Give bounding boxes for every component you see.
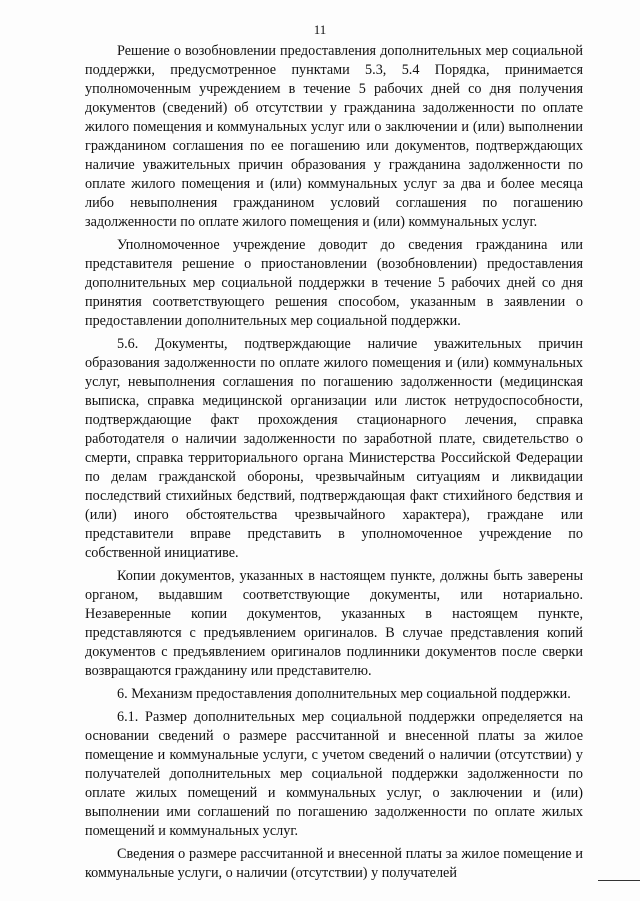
scan-artifact-line bbox=[598, 880, 640, 881]
section-heading-6: 6. Механизм предоставления дополнительных мер социальной поддержки. bbox=[117, 686, 571, 702]
paragraph-5-6-documents: 5.6. Документы, подтверждающие наличие уважительных причин образования задолженности по оплате жилого помещения и (или) коммунальных услуг, невыполнения соглашения по погашению задолженности (медицинская выписка, справка медицинской организации или листок нетрудоспособности, подтверждающие факт прохождения стационарного лечения, справка работодателя о наличии задолженности по заработной плате, свидетельство о смерти, справка территориального органа Министерства Российской Федерации по делам гражданской обороны, чрезвычайным ситуациям и ликвидации последствий стихийных бедствий, подтверждающая факт стихийного бедствия и (или) иного обстоятельства чрезвычайного характера), граждане или представители вправе представить в уполномоченное учреждение по собственной инициативе. bbox=[85, 336, 583, 561]
paragraph-copies: Копии документов, указанных в настоящем пункте, должны быть заверены органом, выдавшим соответствующие документы, или нотариально. Незаверенные копии документов, указанных в настоящем пункте, представляются с предъявлением оригиналов. В случае представления копий документов с предъявлением оригиналов подлинники документов после сверки возвращаются гражданину или представителю. bbox=[85, 568, 583, 679]
paragraph-information: Сведения о размере рассчитанной и внесенной платы за жилое помещение и коммунальные услуги, о наличии (отсутствии) у получателей bbox=[85, 846, 583, 881]
page-number: 11 bbox=[313, 22, 327, 37]
paragraph-notification: Уполномоченное учреждение доводит до сведения гражданина или представителя решение о приостановлении (возобновлении) предоставления дополнительных мер социальной поддержки в течение 5 рабочих дней со дня принятия соответствующего решения способом, указанным в заявлении о предоставлении дополнительных мер социальной поддержки. bbox=[85, 237, 583, 329]
paragraph-resumption-decision: Решение о возобновлении предоставления дополнительных мер социальной поддержки, предусмотренное пунктами 5.3, 5.4 Порядка, принимается уполномоченным учреждением в течение 5 рабочих дней со дня получения документов (сведений) об отсутствии у гражданина задолженности по оплате жилого помещения и коммунальных услуг или о заключении и (или) выполнении гражданином соглашения по ее погашению или документов, подтверждающих наличие уважительных причин образования у гражданина задолженности по оплате жилого помещения и (или) коммунальных услуг за два и более месяца либо невыполнения гражданином условий соглашения по погашению задолженности по оплате жилого помещения и (или) коммунальных услуг. bbox=[85, 43, 583, 230]
document-body bbox=[85, 42, 583, 887]
paragraph-6-1-amount: 6.1. Размер дополнительных мер социальной поддержки определяется на основании сведений о размере рассчитанной и внесенной платы за жилое помещение и коммунальные услуги, с учетом сведений о наличии (отсутствии) у получателей дополнительных мер социальной поддержки задолженности по оплате жилых помещений и коммунальных услуг, о заключении и (или) выполнении ими соглашений по погашению задолженности по оплате жилых помещений и коммунальных услуг. bbox=[85, 709, 583, 839]
